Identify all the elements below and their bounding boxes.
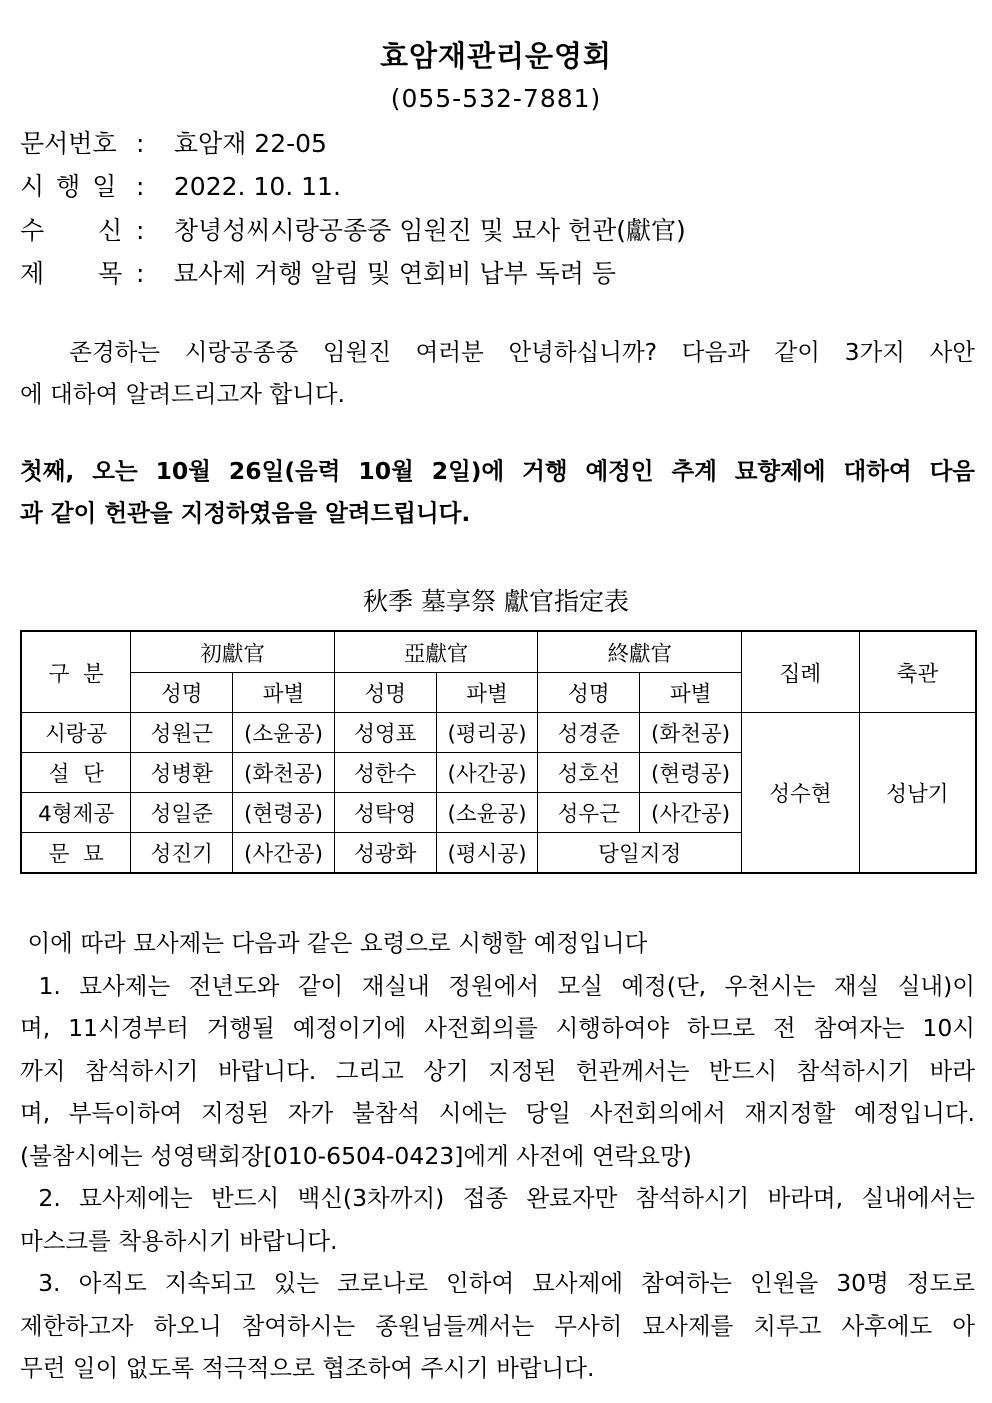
cell-final-officer-tbd: 당일지정 [538,833,742,874]
meta-label: 문서번호 [20,129,117,158]
first-line: 첫째, 오는 10월 26일(음력 10월 2일)에 거행 예정인 추계 묘향제에 대하여 다음 [20,457,975,485]
body-line: 마스크를 착용하시기 바랍니다. [20,1226,338,1255]
header-name: 성명 [538,673,640,713]
meta-value: 창녕성씨시랑공종중 임원진 및 묘사 헌관(獻官) [173,216,686,245]
meta-colon: : [135,216,145,245]
body-paragraph [20,922,975,1390]
meta-issue-date [20,167,341,203]
body-line: 무런 일이 없도록 적극적으로 협조하여 주시기 바랍니다. [20,1354,595,1382]
cell-branch: (소윤공) [233,713,335,753]
meta-colon: : [135,172,145,201]
header-final-officer: 終獻官 [538,631,742,673]
cell-name: 성우근 [538,793,640,833]
body-line: (불참시에는 성영택회장[010-6504-0423]에게 사전에 연락요망) [20,1141,692,1170]
header-name: 성명 [334,673,436,713]
header-name: 성명 [131,673,233,713]
cell-branch: (현령공) [640,753,742,793]
body-line: 며, 11시경부터 거행될 예정이기에 사전회의를 시행하여야 하므로 전 참여자는 10시 [20,1014,975,1042]
body-line: 제한하고자 하오니 참여하시는 종원님들께서는 무사히 묘사제를 치루고 사후에도 아 [20,1311,975,1340]
table-caption: 秋季 墓享祭 獻官指定表 [363,587,629,616]
row-category: 4형제공 [21,793,131,833]
cell-name: 성영표 [334,713,436,753]
cell-name: 성일준 [131,793,233,833]
meta-label: 시 행 일 [20,172,117,201]
row-category: 설 단 [21,753,131,793]
org-title: 효암재관리운영회 [379,39,613,73]
cell-name: 성광화 [334,833,436,874]
header-branch: 파별 [436,673,538,713]
cell-name: 성병환 [131,753,233,793]
meta-recipient [20,211,686,247]
cell-branch: (사간공) [640,793,742,833]
cell-name: 성탁영 [334,793,436,833]
first-line: 과 같이 헌관을 지정하였음을 알려드립니다. [20,499,471,527]
header-branch: 파별 [640,673,742,713]
honorary-officer-table [20,630,977,874]
intro-paragraph [20,331,975,415]
meta-subject [20,254,616,290]
cell-name: 성호선 [538,753,640,793]
body-line: 3. 아직도 지속되고 있는 코로나로 인하여 묘사제에 참여하는 인원을 30명 정도로 [20,1269,975,1297]
meta-colon: : [135,129,145,158]
cell-branch: (현령공) [233,793,335,833]
row-category: 문 묘 [21,833,131,874]
cell-name: 성한수 [334,753,436,793]
header-first-officer: 初獻官 [131,631,335,673]
meta-label: 수 신 [20,216,123,245]
body-line: 까지 참석하시기 바랍니다. 그리고 상기 지정된 헌관께서는 반드시 참석하시기 바라 [20,1056,975,1085]
cell-name: 성경준 [538,713,640,753]
body-line: 1. 묘사제는 전년도와 같이 재실내 정원에서 모실 예정(단, 우천시는 재실 실내)이 [20,971,975,1000]
body-line: 이에 따라 묘사제는 다음과 같은 요령으로 시행할 예정입니다 [20,929,648,957]
meta-colon: : [135,259,145,288]
meta-doc-number [20,124,327,160]
cell-branch: (평리공) [436,713,538,753]
header-category: 구 분 [21,631,131,713]
meta-value: 묘사제 거행 알림 및 연회비 납부 독려 등 [173,259,616,288]
table-row [21,713,976,753]
header-chukgwan: 축관 [859,631,976,713]
row-category: 시랑공 [21,713,131,753]
header-branch: 파별 [233,673,335,713]
cell-branch: (사간공) [233,833,335,874]
body-line: 며, 부득이하여 지정된 자가 불참석 시에는 당일 사전회의에서 재지정할 예정입니다. [20,1099,975,1127]
cell-branch: (화천공) [640,713,742,753]
cell-branch: (사간공) [436,753,538,793]
intro-line: 에 대하여 알려드리고자 합니다. [20,380,345,408]
meta-value: 효암재 22-05 [173,129,327,158]
cell-branch: (화천공) [233,753,335,793]
cell-name: 성원근 [131,713,233,753]
cell-branch: (평시공) [436,833,538,874]
meta-label: 제 목 [20,259,123,288]
jiprye-value: 성수현 [741,713,859,874]
intro-line: 존경하는 시랑공종중 임원진 여러분 안녕하십니까? 다음과 같이 3가지 사안 [20,338,975,366]
first-paragraph [20,450,975,534]
body-line: 2. 묘사제에는 반드시 백신(3차까지) 접종 완료자만 참석하시기 바라며, 실내에서는 [20,1184,975,1212]
chukgwan-value: 성남기 [859,713,976,874]
org-phone: (055-532-7881) [390,84,602,113]
header-jiprye: 집례 [741,631,859,713]
cell-branch: (소윤공) [436,793,538,833]
header-second-officer: 亞獻官 [334,631,538,673]
cell-name: 성진기 [131,833,233,874]
meta-value: 2022. 10. 11. [173,172,341,201]
